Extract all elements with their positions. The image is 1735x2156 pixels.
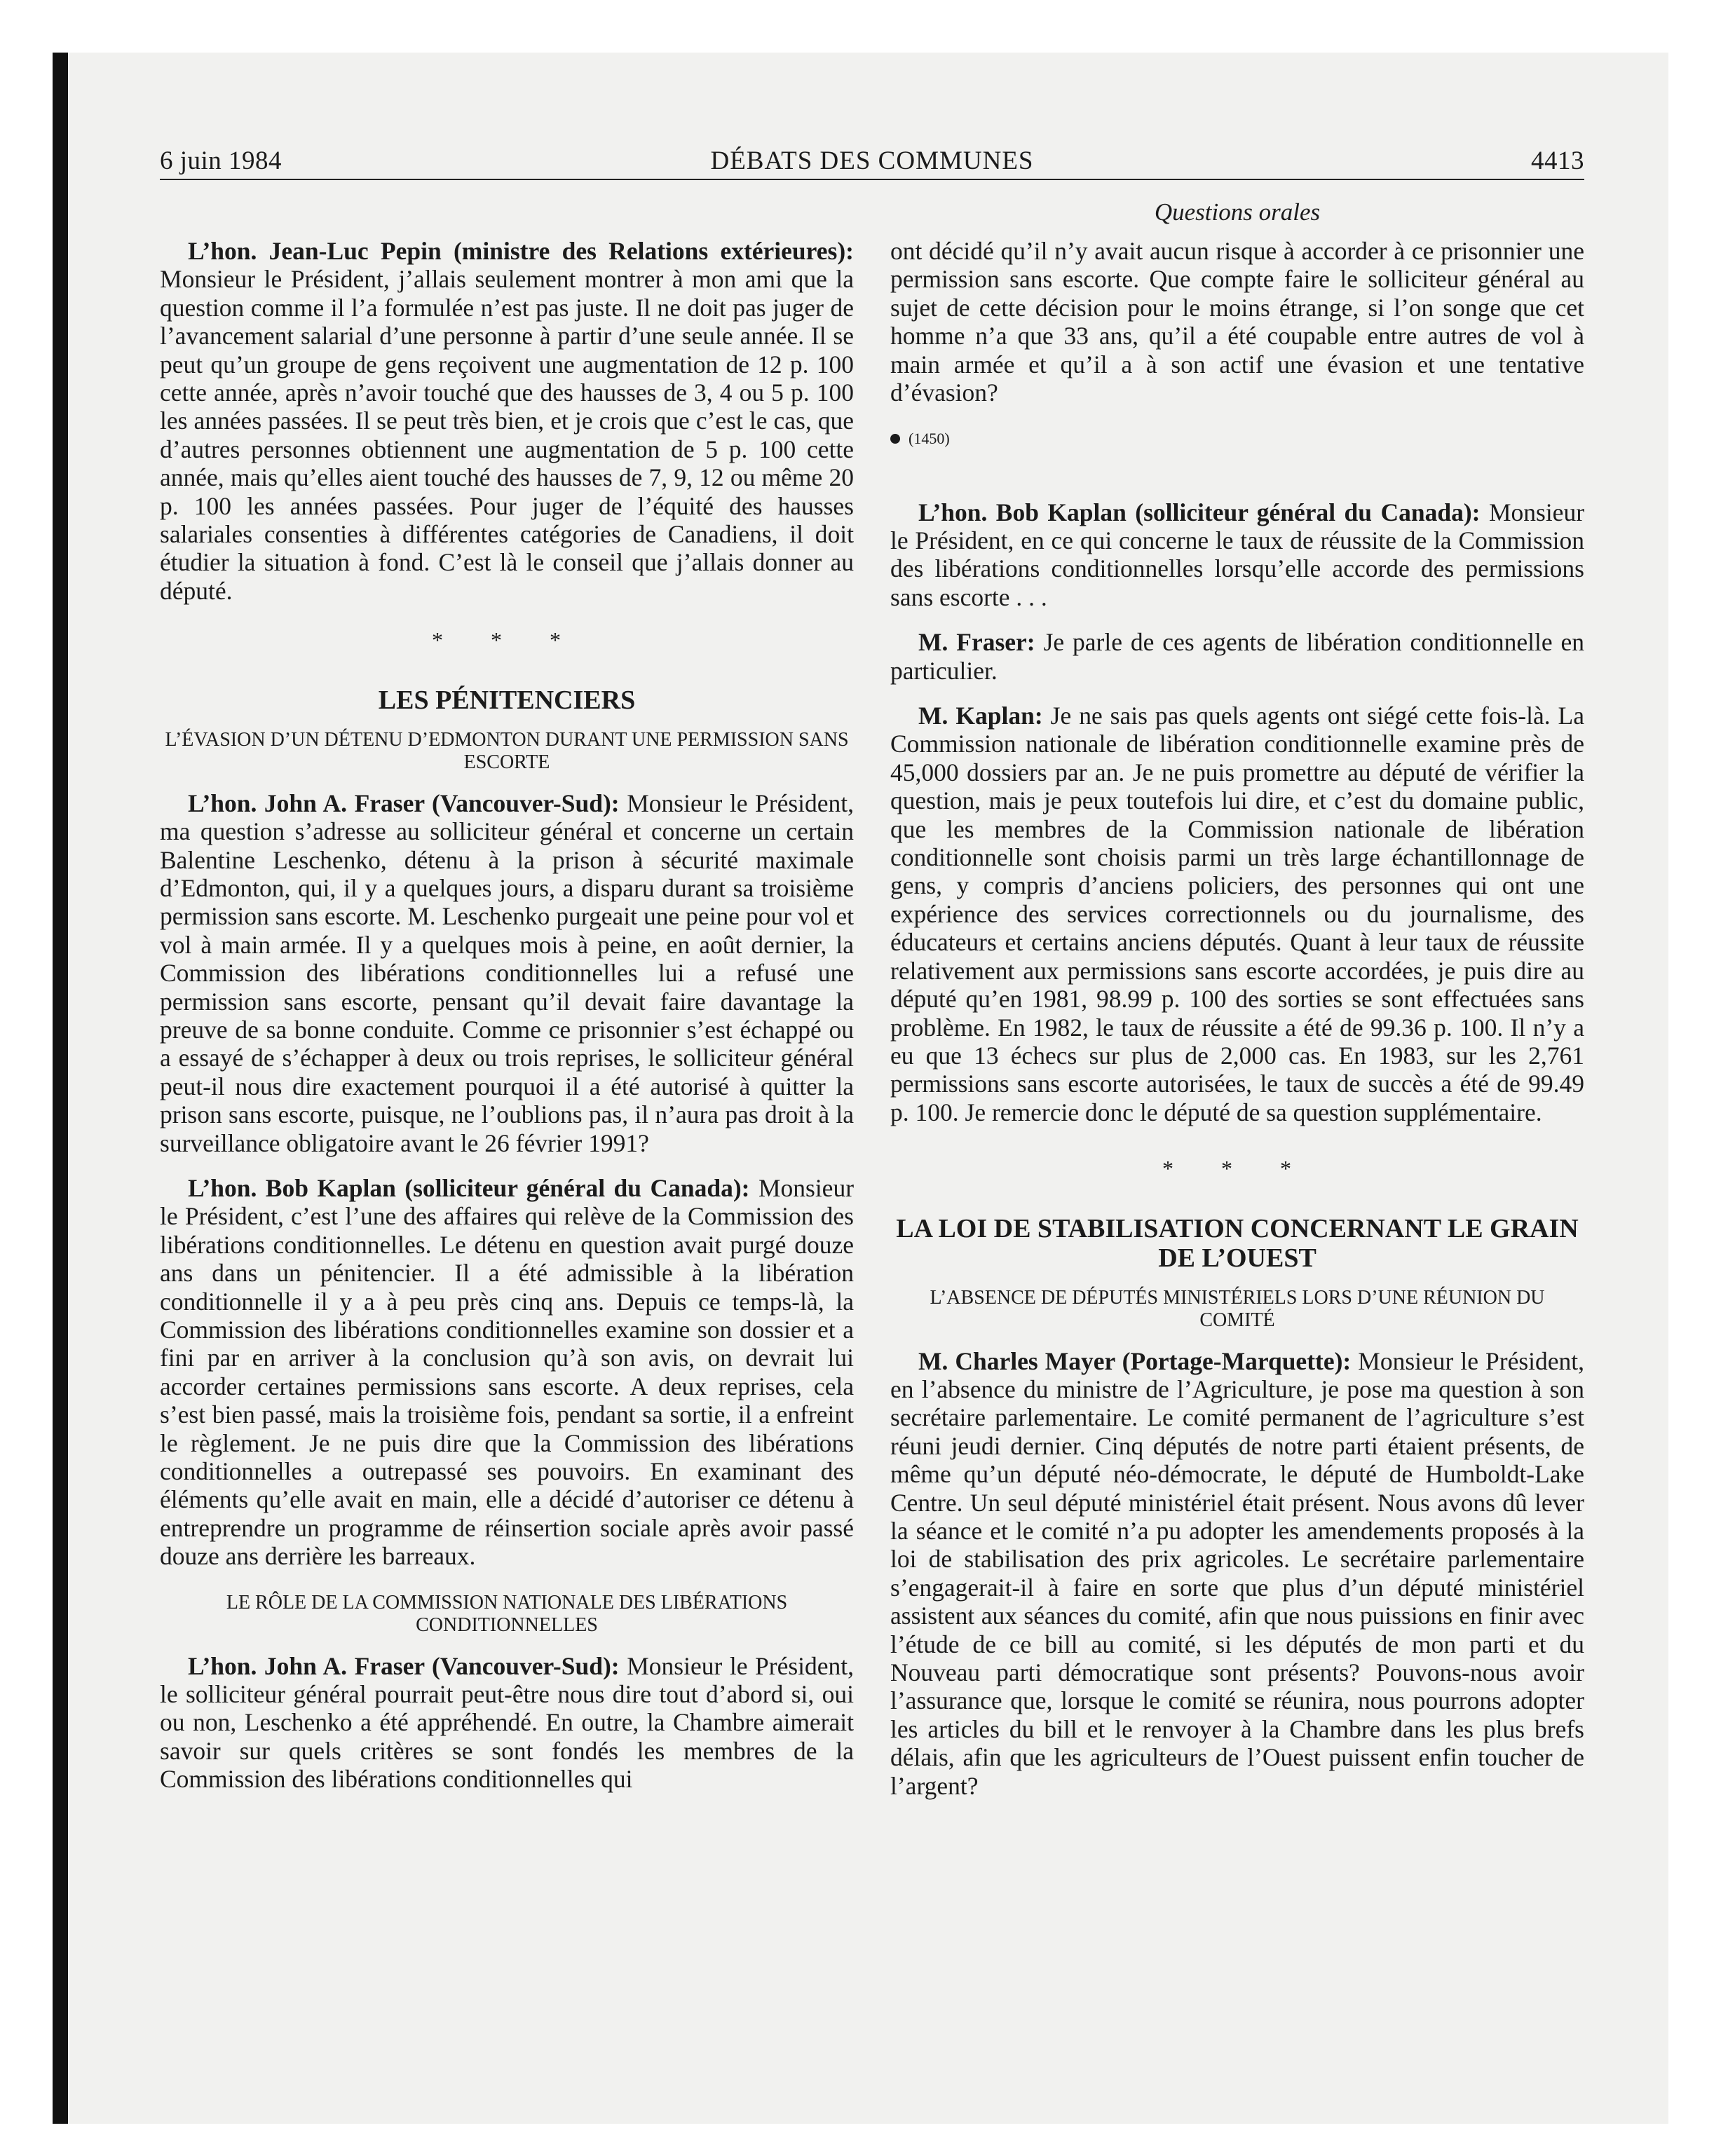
paragraph-text: ont décidé qu’il n’y avait aucun risque à accorder à ce prisonnier une permission sans escorte. Que compte faire le solliciteur général au sujet de cette décision pour le moins étrange, si l’on songe que cet homme n’a que 33 ans, qu’il a été coupable entre autres de vol à main armée et qu’il a à son actif une évasion et une tentative d’évasion? bbox=[890, 237, 1584, 407]
subheading: LE RÔLE DE LA COMMISSION NATIONALE DES LIBÉRATIONS CONDITIONNELLES bbox=[226, 1591, 788, 1636]
bullet-icon bbox=[890, 434, 900, 444]
paragraph-text: Monsieur le Président, en l’absence du ministre de l’Agriculture, je pose ma question à son secrétaire parlementaire. Le comité permanent de l’agriculture s’est réuni jeudi dernier. Cinq députés de notre parti étaient présents, de même qu’un député néo-démocrate, le député de Humboldt-Lake Centre. Un seul député ministériel était présent. Nous avons dû lever la séance et le comité n’a pu adopter les amendements proposés à la loi de stabilisation des prix agricoles. Le secrétaire parlementaire s’engagerait-il à faire en sorte que plus d’un député ministériel assistent aux séances du comité, afin que nous puissions en finir avec l’étude de ce bill au comité, si les députés de mon parti et du Nouveau parti démocratique sont présents? Pouvons-nous avoir l’assurance que, lorsque le comité se réunira, nous pourrons adopter les articles du bill et le renvoyer à la Chambre dans les plus brefs délais, afin que les agriculteurs de l’Ouest puissent enfin toucher de l’argent? bbox=[890, 1346, 1585, 1800]
paragraph-text: Monsieur le Président, en ce qui concerne le taux de réussite de la Commission des libérations conditionnelles lorsqu’elle accorde des permissions sans escorte . . . bbox=[890, 498, 1585, 611]
speaker-name: L’hon. John A. Fraser (Vancouver-Sud): bbox=[188, 1651, 620, 1680]
time-stamp: (1450) bbox=[909, 430, 950, 448]
speaker-name: M. Charles Mayer (Portage-Marquette): bbox=[918, 1346, 1352, 1375]
paragraph bbox=[160, 789, 854, 1157]
section-heading: LA LOI DE STABILISATION CONCERNANT LE GRAIN DE L’OUEST bbox=[896, 1213, 1579, 1273]
left-column bbox=[160, 237, 854, 1810]
speaker-name: M. Kaplan: bbox=[918, 702, 1043, 730]
paragraph-text: Je parle de ces agents de libération conditionnelle en particulier. bbox=[890, 628, 1585, 685]
speaker-name: M. Fraser: bbox=[918, 628, 1035, 657]
paragraph bbox=[890, 628, 1584, 685]
right-column bbox=[890, 237, 1584, 1817]
paragraph bbox=[890, 237, 1584, 407]
paragraph bbox=[890, 702, 1584, 1126]
paragraph bbox=[160, 237, 854, 605]
paragraph-text: Monsieur le Président, c’est l’une des affaires qui relève de la Commission des libérations conditionnelles. Le détenu en question avait purgé douze ans dans un pénitencier. Il a été admissible à la libération conditionnelle il y a à peu près cinq ans. Depuis ce temps-là, la Commission des libérations conditionnelles examine son dossier et a fini par en arriver à la conclusion qu’à son avis, on devrait lui accorder certaines permissions sans escorte. A deux reprises, cela s’est bien passé, mais la troisième fois, pendant sa sortie, il a enfreint le règlement. Je ne puis dire que la Commission des libérations conditionnelles a outrepassé ses pouvoirs. En examinant des éléments qu’elle avait en main, elle a décidé d’autoriser ce détenu à entreprendre un programme de réinsertion sociale après avoir passé douze ans derrière les barreaux. bbox=[160, 1173, 855, 1571]
scan-border bbox=[53, 53, 68, 2124]
paragraph bbox=[890, 498, 1584, 612]
subheading: L’ABSENCE DE DÉPUTÉS MINISTÉRIELS LORS D’UNE RÉUNION DU COMITÉ bbox=[930, 1286, 1545, 1331]
speaker-name: L’hon. Bob Kaplan (solliciteur général du Canada): bbox=[918, 498, 1481, 526]
header-publication: DÉBATS DES COMMUNES bbox=[710, 146, 1034, 175]
page-number: 4413 bbox=[1531, 146, 1584, 175]
time-marker bbox=[890, 423, 1584, 453]
header-rule bbox=[160, 179, 1584, 180]
section-heading: LES PÉNITENCIERS bbox=[378, 685, 636, 715]
paragraph-text: Monsieur le Président, ma question s’adresse au solliciteur général et concerne un certain Balentine Leschenko, détenu à la prison à sécurité maximale d’Edmonton, qui, il y a quelques jours, a disparu durant sa troisième permission sans escorte. M. Leschenko purgeait une peine pour vol et vol à main armée. Il y a quelques mois à peine, en août dernier, la Commission des libérations conditionnelles lui a refusé une permission sans escorte, pensant qu’il devait faire davantage la preuve de sa bonne conduite. Comme ce prisonnier s’est échappé ou a essayé de s’échapper à deux ou trois reprises, le solliciteur général peut-il nous dire exactement pourquoi il a été autorisé à quitter la prison sans escorte, puisque, ne l’oublions pas, il n’aura pas droit à la surveillance obligatoire avant le 26 février 1991? bbox=[160, 789, 855, 1157]
header-date: 6 juin 1984 bbox=[160, 146, 283, 175]
paragraph bbox=[160, 1174, 854, 1571]
paragraph-text: Je ne sais pas quels agents ont siégé cette fois-là. La Commission nationale de libération conditionnelle examine près de 45,000 dossiers par an. Je ne puis promettre au député de vérifier la question, mais je peux toutefois lui dire, et c’est du domaine public, que les membres de la Commission nationale de libération conditionnelle sont choisis parmi un très large échantillonnage de gens, y compris d’anciens policiers, des personnes qui ont une expérience des services correctionnels ou du journalisme, des éducateurs et certains anciens députés. Quant à leur taux de réussite relativement aux permissions sans escorte accordées, je puis dire au député qu’en 1981, 98.99 p. 100 des sorties se sont effectuées sans problème. En 1982, le taux de réussite a été de 99.36 p. 100. Il n’y a eu que 13 échecs sur plus de 2,000 cas. En 1983, sur les 2,761 permissions sans escorte autorisées, le taux de succès a été de 99.49 p. 100. Je remercie donc le député de sa question supplémentaire. bbox=[890, 702, 1585, 1126]
separator: * * * bbox=[432, 627, 582, 653]
paragraph-text: Monsieur le Président, le solliciteur général pourrait peut-être nous dire tout d’abord si, oui ou non, Leschenko a été appréhendé. En outre, la Chambre aimerait savoir sur quels critères se sont fondés les membres de la Commission des libérations conditionnelles qui bbox=[160, 1651, 855, 1794]
section-label: Questions orales bbox=[1154, 198, 1321, 226]
paragraph bbox=[160, 1652, 854, 1794]
running-header bbox=[160, 146, 1584, 179]
paragraph-text: Monsieur le Président, j’allais seulement montrer à mon ami que la question comme il l’a formulée n’est pas juste. Il ne doit pas juger de l’avancement salarial d’une personne à partir d’une seule année. Il se peut qu’un groupe de gens reçoivent une augmentation de 12 p. 100 cette année, après n’avoir touché que des hausses de 3, 4 ou 5 p. 100 les années passées. Il se peut très bien, et je crois que c’est le cas, que d’autres personnes obtiennent une augmentation de 5 p. 100 cette année, mais qu’elles aient touché des hausses de 7, 9, 12 ou même 20 p. 100 les années passées. Pour juger de l’équité des hausses salariales consenties à différentes catégories de Canadiens, il doit étudier la situation à fond. C’est là le conseil que j’allais donner au député. bbox=[160, 265, 854, 605]
separator: * * * bbox=[1162, 1156, 1312, 1182]
subheading: L’ÉVASION D’UN DÉTENU D’EDMONTON DURANT UNE PERMISSION SANS ESCORTE bbox=[165, 728, 849, 773]
speaker-name: L’hon. Jean-Luc Pepin (ministre des Relations extérieures): bbox=[188, 237, 854, 265]
speaker-name: L’hon. Bob Kaplan (solliciteur général du Canada): bbox=[188, 1173, 750, 1202]
speaker-name: L’hon. John A. Fraser (Vancouver-Sud): bbox=[188, 789, 620, 817]
paragraph bbox=[890, 1347, 1584, 1801]
